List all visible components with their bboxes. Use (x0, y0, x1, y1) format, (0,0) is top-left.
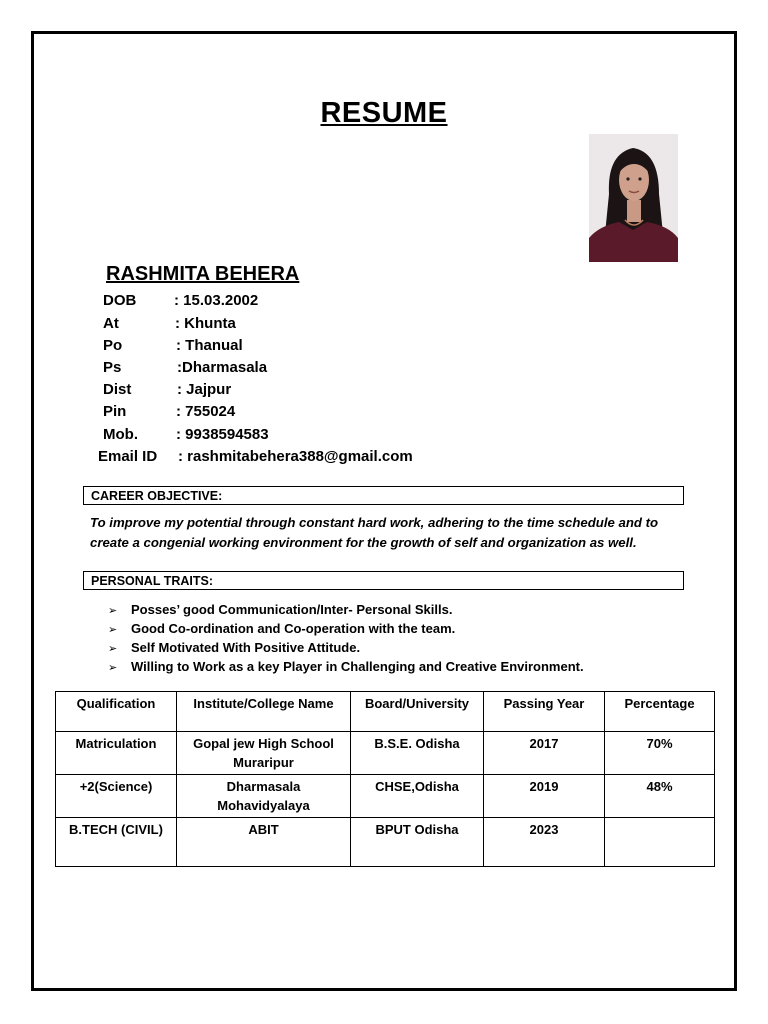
table-cell: B.S.E. Odisha (351, 732, 484, 775)
detail-label: Mob. (103, 426, 138, 443)
column-header: Percentage (605, 692, 715, 732)
column-header: Institute/College Name (177, 692, 351, 732)
detail-label: At (103, 315, 119, 332)
table-cell: Matriculation (56, 732, 177, 775)
table-row (56, 732, 715, 775)
arrow-bullet-icon: ➢ (108, 643, 118, 655)
list-item: ➢ Self Motivated With Positive Attitude. (108, 638, 584, 657)
table-cell: BPUT Odisha (351, 818, 484, 867)
table-cell: CHSE,Odisha (351, 775, 484, 818)
arrow-bullet-icon: ➢ (108, 605, 118, 617)
list-item: ➢ Good Co-ordination and Co-operation with the team. (108, 619, 584, 638)
detail-value: : Jajpur (177, 381, 232, 398)
table-cell: B.TECH (CIVIL) (56, 818, 177, 867)
detail-value: : 755024 (176, 403, 236, 420)
detail-value: : Thanual (176, 337, 243, 354)
career-objective-heading: CAREER OBJECTIVE: (83, 486, 684, 505)
personal-traits-list (108, 600, 584, 676)
table-cell (605, 818, 715, 867)
table-row (56, 818, 715, 867)
detail-label: Dist (103, 381, 132, 398)
detail-value: : rashmitabehera388@gmail.com (178, 448, 413, 465)
education-table (55, 691, 715, 867)
applicant-name: RASHMITA BEHERA (106, 263, 300, 285)
table-cell: 2017 (484, 732, 605, 775)
column-header: Passing Year (484, 692, 605, 732)
personal-traits-heading: PERSONAL TRAITS: (83, 571, 684, 590)
detail-value: : 15.03.2002 (174, 292, 259, 309)
detail-label: Po (103, 337, 123, 354)
table-cell: ABIT (177, 818, 351, 867)
detail-value: : 9938594583 (176, 426, 269, 443)
detail-label: DOB (103, 292, 137, 309)
table-cell: 2023 (484, 818, 605, 867)
table-cell: Gopal jew High School Muraripur (177, 732, 351, 775)
detail-value: :Dharmasala (177, 359, 268, 376)
table-cell: 2019 (484, 775, 605, 818)
column-header: Qualification (56, 692, 177, 732)
arrow-bullet-icon: ➢ (108, 624, 118, 636)
detail-value: : Khunta (175, 315, 236, 332)
detail-label: Ps (103, 359, 122, 376)
career-objective-text: To improve my potential through constant hard work, adhering to the time schedule and to create a congenial working environment for the growth of self and organization as well. (90, 515, 659, 550)
page-title: RESUME (320, 97, 448, 129)
table-cell: Dharmasala Mohavidyalaya (177, 775, 351, 818)
list-item: ➢ Posses’ good Communication/Inter- Personal Skills. (108, 600, 584, 619)
detail-label: Email ID (98, 448, 158, 465)
arrow-bullet-icon: ➢ (108, 662, 118, 674)
column-header: Board/University (351, 692, 484, 732)
list-item: ➢ Willing to Work as a key Player in Challenging and Creative Environment. (108, 657, 584, 676)
profile-photo (589, 134, 678, 262)
table-cell: 48% (605, 775, 715, 818)
detail-label: Pin (103, 403, 127, 420)
table-cell: 70% (605, 732, 715, 775)
table-cell: +2(Science) (56, 775, 177, 818)
table-header-row (56, 692, 715, 732)
table-row (56, 775, 715, 818)
